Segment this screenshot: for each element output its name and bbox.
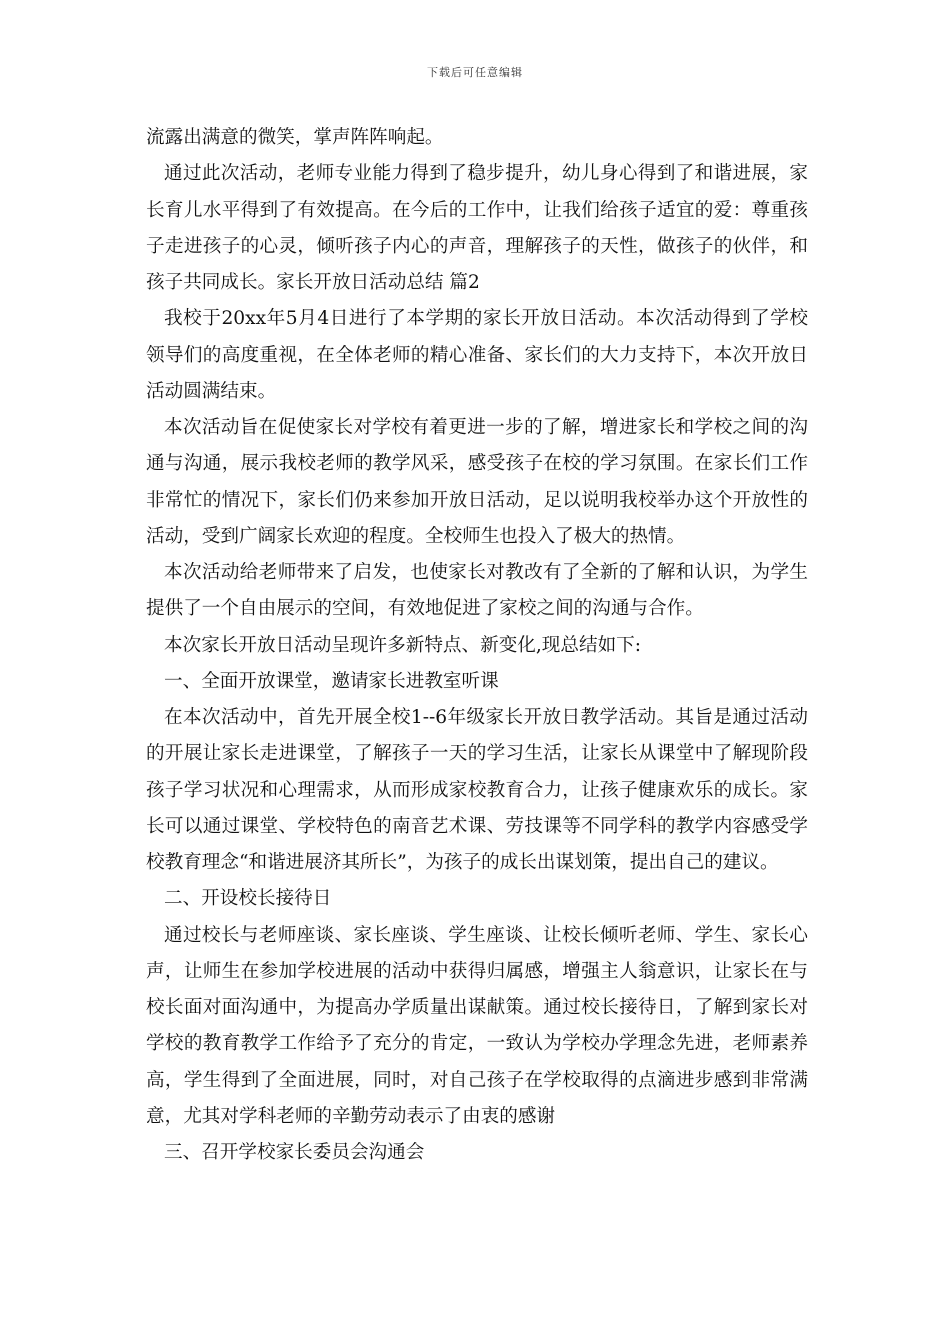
document-body <box>146 120 808 1171</box>
section-heading-3: 三、召开学校家长委员会沟通会 <box>164 1142 425 1163</box>
section-heading-1: 一、全面开放课堂，邀请家长进教室听课 <box>164 670 499 692</box>
paragraph-section-1: 在本次活动中，首先开展全校1--6年级家长开放日教学活动。其旨是通过活动的开展让家长走进课堂，了解孩子一天的学习生活，让家长从课堂中了解现阶段孩子学习状况和心理需求，从而形成家校教育合力，让孩子健康欢乐的成长。家长可以通过课堂、学校特色的南音艺术课、劳技课等不同学科的教学内容感受学校教育理念“和谐进展济其所长”，为孩子的成长出谋划策，提出自己的建议。 <box>146 707 808 873</box>
paragraph-intro: 我校于20xx年5月4日进行了本学期的家长开放日活动。本次活动得到了学校领导们的高度重视，在全体老师的精心准备、家长们的大力支持下，本次开放日活动圆满结束。 <box>146 308 808 402</box>
paragraph-overview: 本次家长开放日活动呈现许多新特点、新变化,现总结如下: <box>164 634 642 656</box>
paragraph-summary: 通过此次活动，老师专业能力得到了稳步提升，幼儿身心得到了和谐进展，家长育儿水平得到了有效提高。在今后的工作中，让我们给孩子适宜的爱：尊重孩子走进孩子的心灵，倾听孩子内心的声音，理解孩子的天性，做孩子的伙伴，和孩子共同成长。家长开放日活动总结 篇2 <box>146 163 808 293</box>
paragraph-purpose: 本次活动旨在促使家长对学校有着更进一步的了解，增进家长和学校之间的沟通与沟通，展示我校老师的教学风采，感受孩子在校的学习氛围。在家长们工作非常忙的情况下，家长们仍来参加开放日活动，足以说明我校举办这个开放性的活动，受到广阔家长欢迎的程度。全校师生也投入了极大的热情。 <box>146 417 808 547</box>
paragraph-continuation: 流露出满意的微笑，掌声阵阵响起。 <box>146 127 444 148</box>
page-header: 下载后可任意编辑 <box>427 66 523 79</box>
section-heading-2: 二、开设校长接待日 <box>164 888 332 910</box>
paragraph-inspiration: 本次活动给老师带来了启发，也使家长对教改有了全新的了解和认识，为学生提供了一个自由展示的空间，有效地促进了家校之间的沟通与合作。 <box>146 562 808 620</box>
paragraph-section-2: 通过校长与老师座谈、家长座谈、学生座谈、让校长倾听老师、学生、家长心声，让师生在参加学校进展的活动中获得归属感，增强主人翁意识，让家长在与校长面对面沟通中，为提高办学质量出谋献策。通过校长接待日，了解到家长对学校的教育教学工作给予了充分的肯定，一致认为学校办学理念先进，老师素养高，学生得到了全面进展，同时，对自己孩子在学校取得的点滴进步感到非常满意，尤其对学科老师的辛勤劳动表示了由衷的感谢 <box>146 924 808 1127</box>
